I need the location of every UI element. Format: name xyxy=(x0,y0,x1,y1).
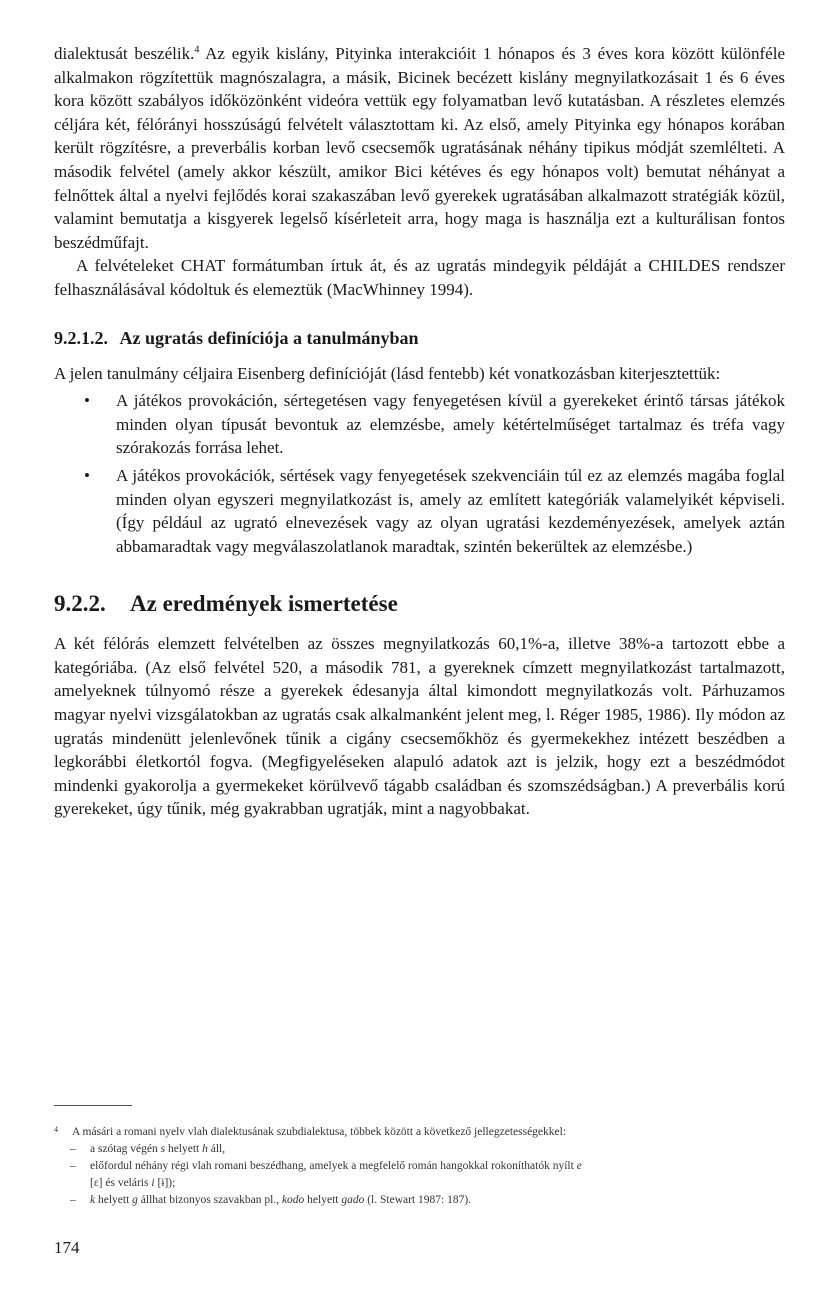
dash-icon: – xyxy=(70,1143,76,1155)
footnote-italic: g xyxy=(132,1194,138,1206)
paragraph-results: A két félórás elemzett felvételben az összes megnyilatkozás 60,1%-a, illetve 38%-a tartozott ebbe a kategóriába. (Az első felvétel 520, a második 781, a gyereknek címzett megnyilatkozást tartalmazott, amelyeknek túlnyomó része a gyerekek édesanyja által kimondott megnyilatkozás volt. Párhuzamos magyar nyelvi vizsgálatokban az ugratás csak alkalmanként jelent meg, l. Réger 1985, 1986). Ily módon az ugratás mindenütt jelenlevőnek tűnik a cigány csecsemőkhöz és gyermekekhez intézett beszédben a legkorábbi életkortól fogva. (Megfigyeléseken alapuló adatok azt is jelzik, hogy ezt a beszédmódot mindenki gyakorolja a gyermekeket körülvevő tágabb családban és szomszédságban.) A preverbális korú gyerekeket, úgy tűnik, még gyakrabban ugratják, mint a nagyobbakat. xyxy=(54,634,785,819)
footnote-text: előfordul néhány régi vlah romani beszédhang, amelyek a megfelelő román hangokkal rokoníthatók nyílt xyxy=(90,1160,577,1172)
footnote-intro xyxy=(54,1124,789,1141)
dash-icon: – xyxy=(70,1160,76,1172)
paragraph-text: dialektusát beszélik. xyxy=(54,44,195,63)
section-title: Az ugratás definíciója a tanulmányban xyxy=(119,327,419,348)
footnote-italic: s xyxy=(160,1143,166,1155)
footnote-text: [ɨ]); xyxy=(154,1177,176,1189)
page-body xyxy=(54,42,785,821)
footnote-reference[interactable]: 4 xyxy=(194,44,200,56)
footnote-item xyxy=(54,1158,789,1175)
section-heading-definition xyxy=(54,326,785,350)
footnote-text: [ɛ] és veláris xyxy=(90,1177,152,1189)
footnote-divider xyxy=(54,1105,132,1106)
footnote-text: helyett xyxy=(165,1143,203,1155)
list-item-text: A játékos provokációk, sértések vagy fenyegetések szekvenciáin túl ez az elemzés magába foglal minden olyan egyszeri megnyilatkozást is, amely az említett kategóriák valamelyikét képviseli. (Így például az ugrató elnevezések vagy az olyan ugratási kezdeményezések, amelyek aztán abbamaradtak vagy megválaszolatlanok maradtak, szintén bekerültek az elemzésbe.) xyxy=(116,465,785,556)
footnote-text: a szótag végén xyxy=(90,1143,161,1155)
footnote-italic: gado xyxy=(341,1194,365,1206)
footnote-text: (l. Stewart 1987: 187). xyxy=(364,1194,472,1206)
section-title: Az eredmények ismertetése xyxy=(130,591,398,617)
footnote-item-continued xyxy=(54,1175,789,1192)
section-heading-results xyxy=(54,590,785,618)
section-number: 9.2.1.2. xyxy=(54,327,108,348)
footnote-text: állhat bizonyos szavakban pl., xyxy=(137,1194,282,1206)
footnote-italic: e xyxy=(576,1160,582,1172)
list-item-text: A játékos provokáción, sértegetésen vagy fenyegetésen kívül a gyerekeket érintő társas játékok minden olyan típusát bevontuk az elemzésbe, amely kétértelműséget tartalmaz és tréfa vagy szórakozás forrása lehet. xyxy=(116,391,785,458)
bullet-icon: • xyxy=(84,465,90,485)
footnote-italic: kodo xyxy=(281,1194,305,1206)
footnote-italic: k xyxy=(90,1194,96,1206)
footnote-text: A másári a romani nyelv vlah dialektusának szubdialektusa, többek között a következő jellegzetességekkel: xyxy=(72,1126,567,1138)
footnote-item xyxy=(54,1192,789,1209)
page-number: 174 xyxy=(54,1238,80,1257)
footnote-italic: h xyxy=(202,1143,208,1155)
footnote-italic: i xyxy=(151,1177,155,1189)
footnote-text: helyett xyxy=(304,1194,342,1206)
footnote-mark: 4 xyxy=(54,1125,58,1134)
bullet-icon: • xyxy=(84,391,90,411)
section-number: 9.2.2. xyxy=(54,591,106,617)
footnote-text: helyett xyxy=(95,1194,133,1206)
bullet-list xyxy=(54,389,785,558)
footnotes xyxy=(54,1124,789,1209)
footnote-text: áll, xyxy=(207,1143,226,1155)
paragraph-text: Az egyik kislány, Pityinka interakcióit 1 hónapos és 3 éves kora között különféle alkalmakon rögzítettük magnószalagra, a másik, Bicinek becézett kislány megnyilatkozásait 1 és 6 éves kora között szabályos időközönként videóra vettük egy folyamatban levő kutatásban. A részletes elemzés céljára két, félórányi hosszúságú felvételt választottam ki. Az első, amely Pityinka egy hónapos korában került rögzítésre, a preverbális korban levő csecsemők ugratásának néhány tipikus módját szemlélteti. A második felvétel (amely akkor készült, amikor Bici kétéves és egy hónapos volt) bemutat néhányat a felnőttek által a nyelvi fejlődés korai szakaszában levő gyerekek ugratásában alkalmazott stratégiák közül, valamint bemutatja a kisgyerek legelső kísérleteit arra, hogy maga is használja ezt a kulturálisan fontos beszédműfajt. xyxy=(54,44,785,252)
list-item xyxy=(54,389,785,460)
list-item xyxy=(54,464,785,558)
paragraph-chat: A felvételeket CHAT formátumban írtuk át, és az ugratás mindegyik példáját a CHILDES rendszer felhasználásával kódoltuk és elemeztük (MacWhinney 1994). xyxy=(54,256,785,299)
footnote-item xyxy=(54,1141,789,1158)
dash-icon: – xyxy=(70,1194,76,1206)
paragraph-intro xyxy=(54,42,785,254)
paragraph-definition: A jelen tanulmány céljaira Eisenberg definícióját (lásd fentebb) két vonatkozásban kiterjesztettük: xyxy=(54,363,721,383)
